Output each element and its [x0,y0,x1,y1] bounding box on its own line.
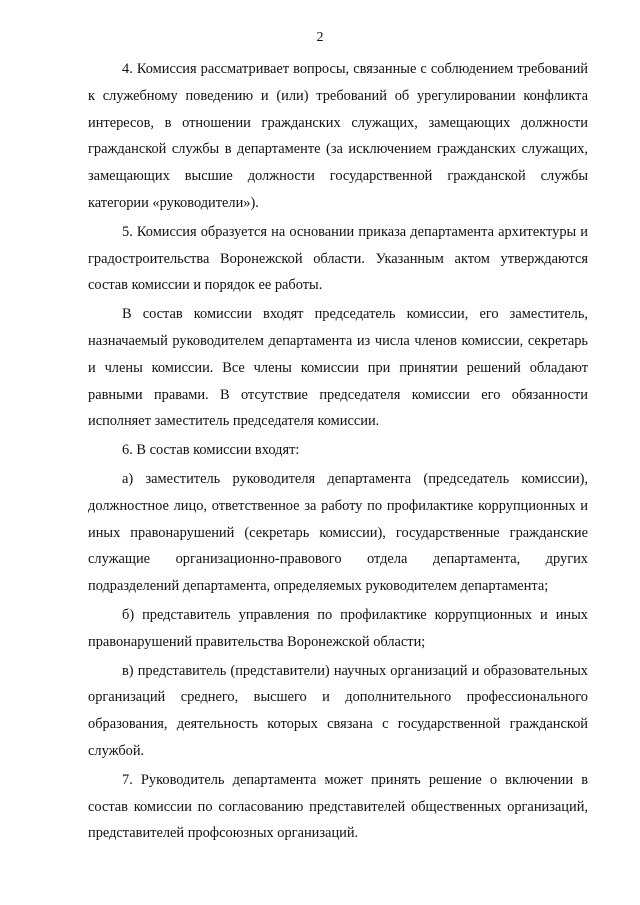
paragraph-commission-composition: В состав комиссии входят председатель комиссии, его заместитель, назначаемый руководителем департамента из числа членов комиссии, секретарь и члены комиссии. Все члены комиссии при принятии решений обладают равными правами. В отсутствие председателя комиссии его обязанности исполняет заместитель председателя комиссии. [88,306,588,430]
page-number: 2 [316,30,324,45]
document-body [88,56,588,847]
paragraph-item-7: 7. Руководитель департамента может принять решение о включении в состав комиссии по согласованию представителей общественных организаций, представителей профсоюзных организаций. [88,771,588,842]
paragraph-subitem-b: б) представитель управления по профилактике коррупционных и иных правонарушений правительства Воронежской области; [88,606,588,650]
paragraph-item-5: 5. Комиссия образуется на основании приказа департамента архитектуры и градостроительства Воронежской области. Указанным актом утверждаются состав комиссии и порядок ее работы. [88,223,588,294]
paragraph-subitem-a: а) заместитель руководителя департамента (председатель комиссии), должностное лицо, ответственное за работу по профилактике коррупционных и иных правонарушений (секретарь комиссии), государственные гражданские служащие организационно-правового отдела департамента, других подразделений департамента, определяемых руководителем департамента; [88,470,588,595]
paragraph-item-4: 4. Комиссия рассматривает вопросы, связанные с соблюдением требований к служебному поведению и (или) требований об урегулировании конфликта интересов, в отношении гражданских служащих, замещающих должности гражданской службы в департаменте (за исключением гражданских служащих, замещающих высшие должности государственной гражданской службы категории «руководители»). [88,61,588,211]
paragraph-item-6: 6. В состав комиссии входят: [122,442,300,459]
paragraph-subitem-v: в) представитель (представители) научных организаций и образовательных организаций среднего, высшего и дополнительного профессионального образования, деятельность которых связана с государственной гражданской службой. [88,662,588,759]
